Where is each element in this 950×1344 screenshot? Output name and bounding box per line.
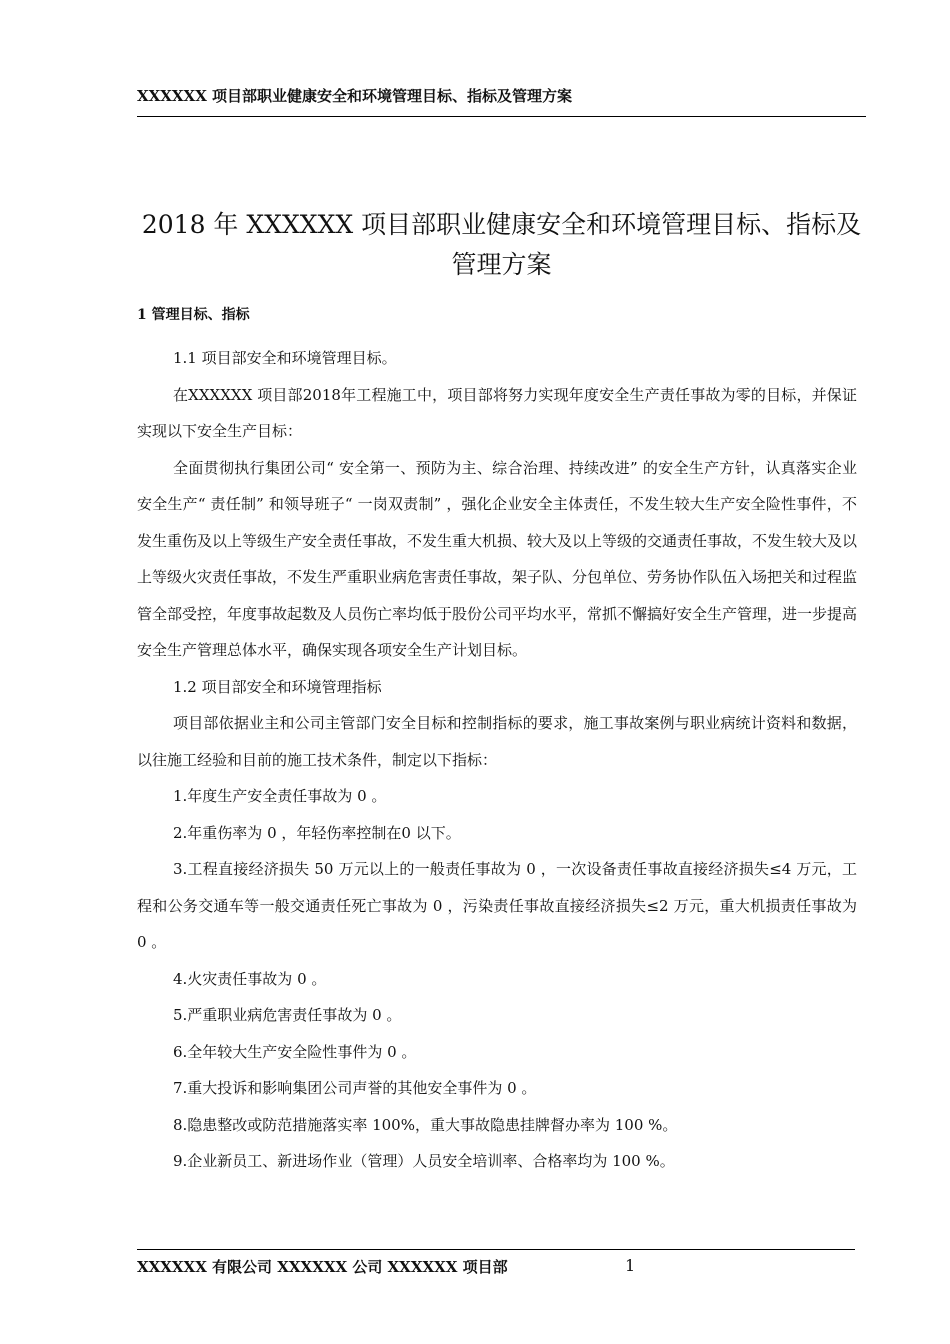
header-title: XXXXXX 项目部职业健康安全和环境管理目标、指标及管理方案 <box>137 87 573 105</box>
paragraph: 1.年度生产安全责任事故为 0 。 <box>173 787 387 805</box>
paragraph: 3.工程直接经济损失 50 万元以上的一般责任事故为 0 ，一次设备责任事故直接经济损失≤4 万元，工程和公务交通车等一般交通责任死亡事故为 0 ，污染责任事故直接经济损失≤2 万元，重大机损责任事故为 0 。 <box>137 860 857 951</box>
paragraph: 在XXXXXX 项目部2018年工程施工中，项目部将努力实现年度安全生产责任事故为零的目标，并保证实现以下安全生产目标： <box>137 385 857 440</box>
paragraph: 7.重大投诉和影响集团公司声誉的其他安全事件为 0 。 <box>173 1079 537 1097</box>
paragraph: 1.1 项目部安全和环境管理目标。 <box>173 349 397 367</box>
paragraph: 1.2 项目部安全和环境管理指标 <box>173 677 382 696</box>
paragraph: 2.年重伤率为 0 ，年轻伤率控制在0 以下。 <box>173 823 461 842</box>
document-body <box>137 340 857 1180</box>
section-heading: 1 管理目标、指标 <box>137 307 250 323</box>
page-header <box>137 86 866 117</box>
page-number: 1 <box>625 1256 636 1275</box>
page-footer <box>137 1249 855 1281</box>
paragraph: 6.全年较大生产安全险性事件为 0 。 <box>173 1042 417 1061</box>
paragraph: 9.企业新员工、新进场作业（管理）人员安全培训率、合格率均为 100 %。 <box>173 1152 675 1170</box>
paragraph: 项目部依据业主和公司主管部门安全目标和控制指标的要求，施工事故案例与职业病统计资料和数据，以往施工经验和目前的施工技术条件，制定以下指标： <box>137 714 857 769</box>
paragraph: 5.严重职业病危害责任事故为 0 。 <box>173 1006 402 1024</box>
paragraph: 8.隐患整改或防范措施落实率 100%，重大事故隐患挂牌督办率为 100 %。 <box>173 1115 678 1134</box>
paragraph: 4.火灾责任事故为 0 。 <box>173 969 327 988</box>
footer-company: XXXXXX 有限公司 XXXXXX 公司 XXXXXX 项目部 <box>137 1258 508 1276</box>
document-title: 2018 年 XXXXXX 项目部职业健康安全和环境管理目标、指标及管理方案 <box>141 210 862 279</box>
paragraph: 全面贯彻执行集团公司“ 安全第一、预防为主、综合治理、持续改进” 的安全生产方针，认真落实企业安全生产“ 责任制” 和领导班子“ 一岗双责制” ，强化企业安全主体责任，不发生较大生产安全险性事件，不发生重伤及以上等级生产安全责任事故，不发生重大机损、较大及以上等级的交通责任事故，不发生较大及以上等级火灾责任事故，不发生严重职业病危害责任事故，架子队、分包单位、劳务协作队伍入场把关和过程监管全部受控，年度事故起数及人员伤亡率均低于股份公司平均水平，常抓不懈搞好安全生产管理，进一步提高安全生产管理总体水平，确保实现各项安全生产计划目标。 <box>137 458 858 659</box>
